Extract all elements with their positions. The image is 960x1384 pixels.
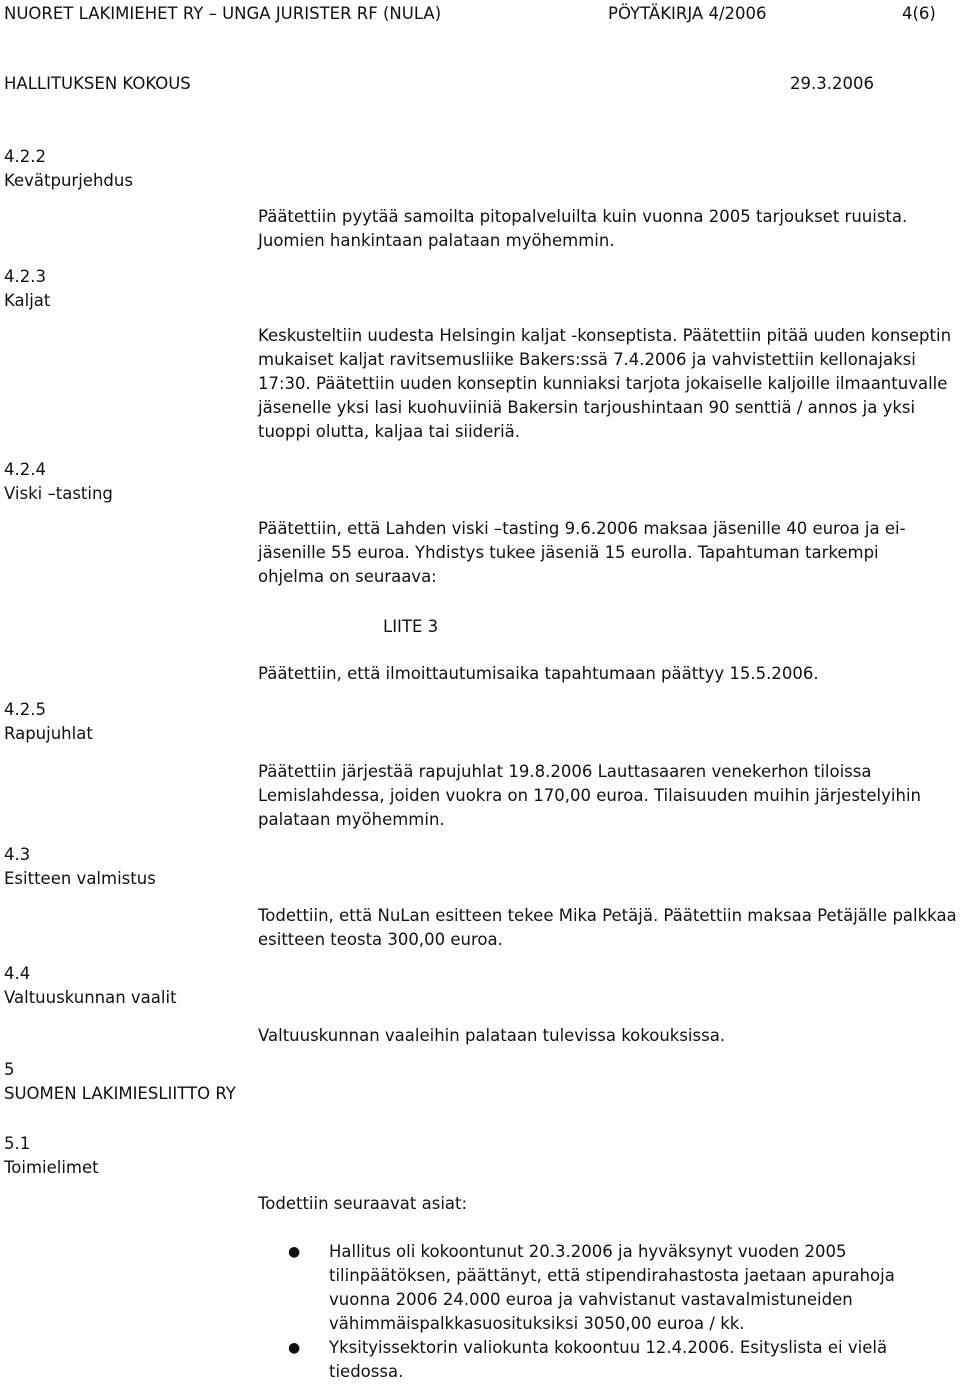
section-intro: Todettiin seuraavat asiat: — [258, 1194, 468, 1213]
header-meeting: HALLITUKSEN KOKOUS — [4, 74, 191, 93]
section-text: Päätettiin, että Lahden viski –tasting 9.6.2006 maksaa jäsenille 40 euroa ja ei-jäsenille 55 euroa. Yhdistys tukee jäseniä 15 eurolla. Tapahtuman tarkempi ohjelma on seuraava: — [258, 519, 906, 586]
list-item: ● Hallitus oli kokoontunut 20.3.2006 ja hyväksynyt vuoden 2005 tilinpäätöksen, päättänyt, että stipendirahastosta jaetaan apurahoja vuonna 2006 24.000 euroa ja vahvistanut vastavalmistuneiden vähimmäispalkkasuosituksiksi 3050,00 euroa / kk. — [258, 1240, 948, 1336]
section-title: Valtuuskunnan vaalit — [4, 988, 177, 1007]
section-title: SUOMEN LAKIMIESLIITTO RY — [4, 1084, 236, 1103]
section-title: Kevätpurjehdus — [4, 171, 133, 190]
section-text: Päätettiin pyytää samoilta pitopalveluilta kuin vuonna 2005 tarjoukset ruuista. Juomien hankintaan palataan myöhemmin. — [258, 207, 908, 250]
bullet-list — [258, 1240, 948, 1384]
section-text: Päätettiin, että ilmoittautumisaika tapahtumaan päättyy 15.5.2006. — [258, 664, 819, 683]
header-page-number: 4(6) — [902, 4, 936, 23]
section-title: Kaljat — [4, 291, 51, 310]
section-number: 5 — [4, 1060, 15, 1079]
section-number: 4.2.5 — [4, 700, 46, 719]
header-doc-title: PÖYTÄKIRJA 4/2006 — [608, 4, 767, 23]
section-text: Päätettiin järjestää rapujuhlat 19.8.2006 Lauttasaaren venekerhon tiloissa Lemislahdessa, joiden vuokra on 170,00 euroa. Tilaisuuden muihin järjestelyihin palataan myöhemmin. — [258, 762, 921, 829]
section-text: Todettiin, että NuLan esitteen tekee Mika Petäjä. Päätettiin maksaa Petäjälle palkkaa esitteen teosta 300,00 euroa. — [258, 906, 957, 949]
header-org: NUORET LAKIMIEHET RY – UNGA JURISTER RF (NULA) — [4, 4, 442, 23]
attachment-reference: LIITE 3 — [383, 617, 439, 636]
section-text: Keskusteltiin uudesta Helsingin kaljat -konseptista. Päätettiin pitää uuden konseptin mukaiset kaljat ravitsemusliike Bakers:ssä 7.4.2006 ja vahvistettiin kellonajaksi 17:30. Päätettiin uuden konseptin kunniaksi tarjota jokaiselle kaljoille ilmaantuvalle jäsenelle yksi lasi kuohuviiniä Bakersin tarjoushintaan 90 senttiä / annos ja yksi tuoppi olutta, kaljaa tai siideriä. — [258, 326, 952, 441]
section-number: 4.4 — [4, 964, 31, 983]
section-number: 5.1 — [4, 1134, 31, 1153]
section-title: Esitteen valmistus — [4, 869, 156, 888]
section-title: Toimielimet — [4, 1158, 99, 1177]
section-title: Viski –tasting — [4, 484, 113, 503]
section-number: 4.2.2 — [4, 147, 46, 166]
header-date: 29.3.2006 — [790, 74, 874, 93]
list-item: ● Yksityissektorin valiokunta kokoontuu 12.4.2006. Esityslista ei vielä tiedossa. — [258, 1336, 948, 1384]
section-text: Valtuuskunnan vaaleihin palataan tulevissa kokouksissa. — [258, 1026, 726, 1045]
section-number: 4.2.3 — [4, 267, 46, 286]
section-number: 4.3 — [4, 845, 31, 864]
section-title: Rapujuhlat — [4, 724, 93, 743]
section-number: 4.2.4 — [4, 460, 46, 479]
